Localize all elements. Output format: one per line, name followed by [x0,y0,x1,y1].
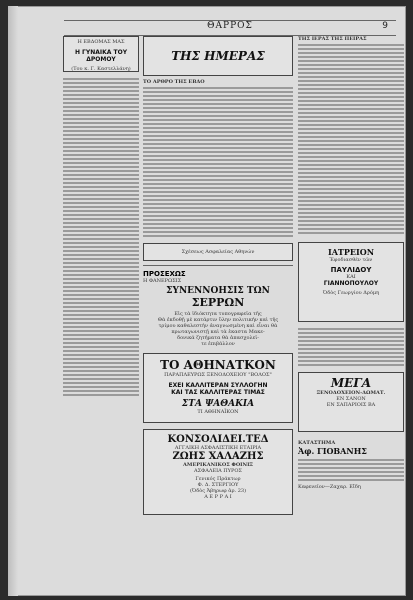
ad2-sub: ΑΓΓΛΙΚΗ ΑΣΦΑΛΙΣΤΙΚΗ ΕΤΑΙΡΙΑ [174,445,262,451]
column2-title-box [143,36,293,76]
hotel-ad [298,372,404,432]
newspaper-page [8,6,406,596]
notice-title1: ΣΥΝΕΝΝΟΗΣΙΣ ΤΩΝ [166,286,270,296]
hotel-line2: ΕΝ ΣΑΝΟΝ [336,396,366,402]
page-header [64,20,396,36]
ad2-addr: (Ὁδὸς Ἀβηρωφ ἀρ. 23) [189,488,247,494]
notice-subkicker: Η ΦΑΝΕΡΩΣΙΣ [143,278,182,284]
notice-line6: τε ἐπιβάλλον [201,341,235,347]
column-1 [63,36,139,396]
notice-title2: ΣΕΡΡΩΝ [191,296,245,309]
column2-section-label: ΤΟ ΑΡΘΡΟ ΤΗΣ ΕΒΔΟ [143,79,205,85]
ad-insurance [143,429,293,515]
column3-text [298,44,404,234]
column-3 [298,36,404,490]
ad2-sub3: ΑΣΦΑΛΕΙΑ ΠΥΡΟΣ [194,468,242,474]
doctor-line2: Ὁδὸς Γεωργίου Δρόμη [322,290,380,296]
hotel-line3: ΕΝ ΣΑΠΑΡΙΟΙΣ ΒΑ [326,402,376,408]
ad1-title: ΤΟ ΑΘΗΝΑΤΚΟΝ [160,358,276,372]
page-number: 9 [382,21,388,31]
column3-section-label: ΤΗΣ ΙΕΡΑΣ ΤΗΣ ΠΕΙΡΑΣ [298,36,367,42]
column2-signature-box [143,243,293,261]
column1-title: Η ΓΥΝΑΙΚΑ ΤΟΥ ΔΡΟΜΟΥ [74,49,128,63]
cafe-kicker: ΚΑΤΑΣΤΗΜΑ [298,440,336,446]
cafe-text [298,459,404,481]
column1-kicker: Η ΕΒΔΟΜΑΣ ΜΑΣ [77,39,125,45]
hotel-title: ΜΕΓΑ [330,376,372,390]
doctor-name1: ΠΑΥΛΙΔΟΥ [330,266,372,274]
cafe-footer: Καφενεῖον—Ζαχαρ. Εἴδη [298,484,361,490]
ad2-tel: Α Ε Ρ Ρ Α Ι [204,494,232,500]
doctor-and: ΚΑΙ [346,274,356,280]
ad1-footer: ΤΙ ΑΘΗΝΑΪΚΟΝ [197,409,239,415]
ad2-title: ΚΟΝΣΟΛΙΔΕΙ.ΤΕΔ [167,434,269,445]
notice-line1: Εἰς τὰ ἰδιόκτητα τυπογραφεῖα τῆς [174,311,262,317]
notice-line2: Θὰ ἐκδοθῇ μὲ κατάρτιν ὕλην πολιτικήν καὶ τῆς [157,317,279,323]
notice-kicker: ΠΡΟΣΕΧΩΣ [143,270,186,278]
newspaper-name: ΘΑΡΡΟΣ [207,21,253,31]
column3-text-2 [298,328,404,366]
ad2-agent: Γενικός Πράκτωρ [195,476,241,482]
notice-line4: πρωταγωνιστῇ καὶ τὰ ἑκαστα Μακε- [171,329,265,335]
ad1-line3: ΣΤΑ ΨΑΘΑΚΙΑ [181,399,255,409]
notice-line3: τρίμου καθαλεστὴν ἀναγνωσμένη καὶ εἶναι θὰ [158,323,278,329]
column2-signature: Σχέσεως Ασφαλείας Αθηνών [181,249,255,255]
column2-title: ΤΗΣ ΗΜΕΡΑΣ [171,49,265,63]
hotel-line1: ΞΕΝΟΔΟΧΕΙΟΝ-ΔΩΜΑΤ. [316,390,386,396]
doctor-ad [298,242,404,322]
ad2-name: Φ. Δ. ΣΤΕΡΓΙΟΥ [197,482,239,488]
ad1-sub: ΠΑΡΑΠΛΕΥΡΩΣ ΞΕΝΟΔΟΧΕΙΟΥ "ΒΟΛΟΣ" [164,372,272,378]
column1-byline: (Του κ. Γ. Καστελλάνη) [71,66,131,72]
column-2 [143,36,293,515]
ad2-title2: ΖΩΗΣ ΧΑΛΑΖΗΣ [172,451,264,462]
notice-line5: δονικά ζητήματα θὰ ἀπασχολεῖ- [177,335,259,341]
doctor-name2: ΓΙΑΝΝΟΠΟΥΛΟΥ [323,280,379,287]
ad1-line1: ΕΧΕΙ ΚΑΛΛΙΤΕΡΑΝ ΣΥΛΛΟΓΗΝ [168,382,268,389]
doctor-title: ΙΑΤΡΕΙΟΝ [327,247,375,257]
doctor-line1: Ἐφοδιασθέν τῶν [329,257,373,263]
ad1-line2: ΚΑΙ ΤΑΣ ΚΑΛΛΙΤΕΡΑΣ ΤΙΜΑΣ [171,389,265,396]
column1-text [63,78,139,396]
ad-athinaikon [143,353,293,423]
column1-title-box [63,36,139,72]
column2-text [143,87,293,237]
cafe-title: Ἀφ. ΓΙΟΒΑΝΗΣ [298,446,367,456]
ad2-sub2: ΑΜΕΡΙΚΑΝΙΚΟΣ ΦΟΙΝΙΞ [183,462,253,468]
